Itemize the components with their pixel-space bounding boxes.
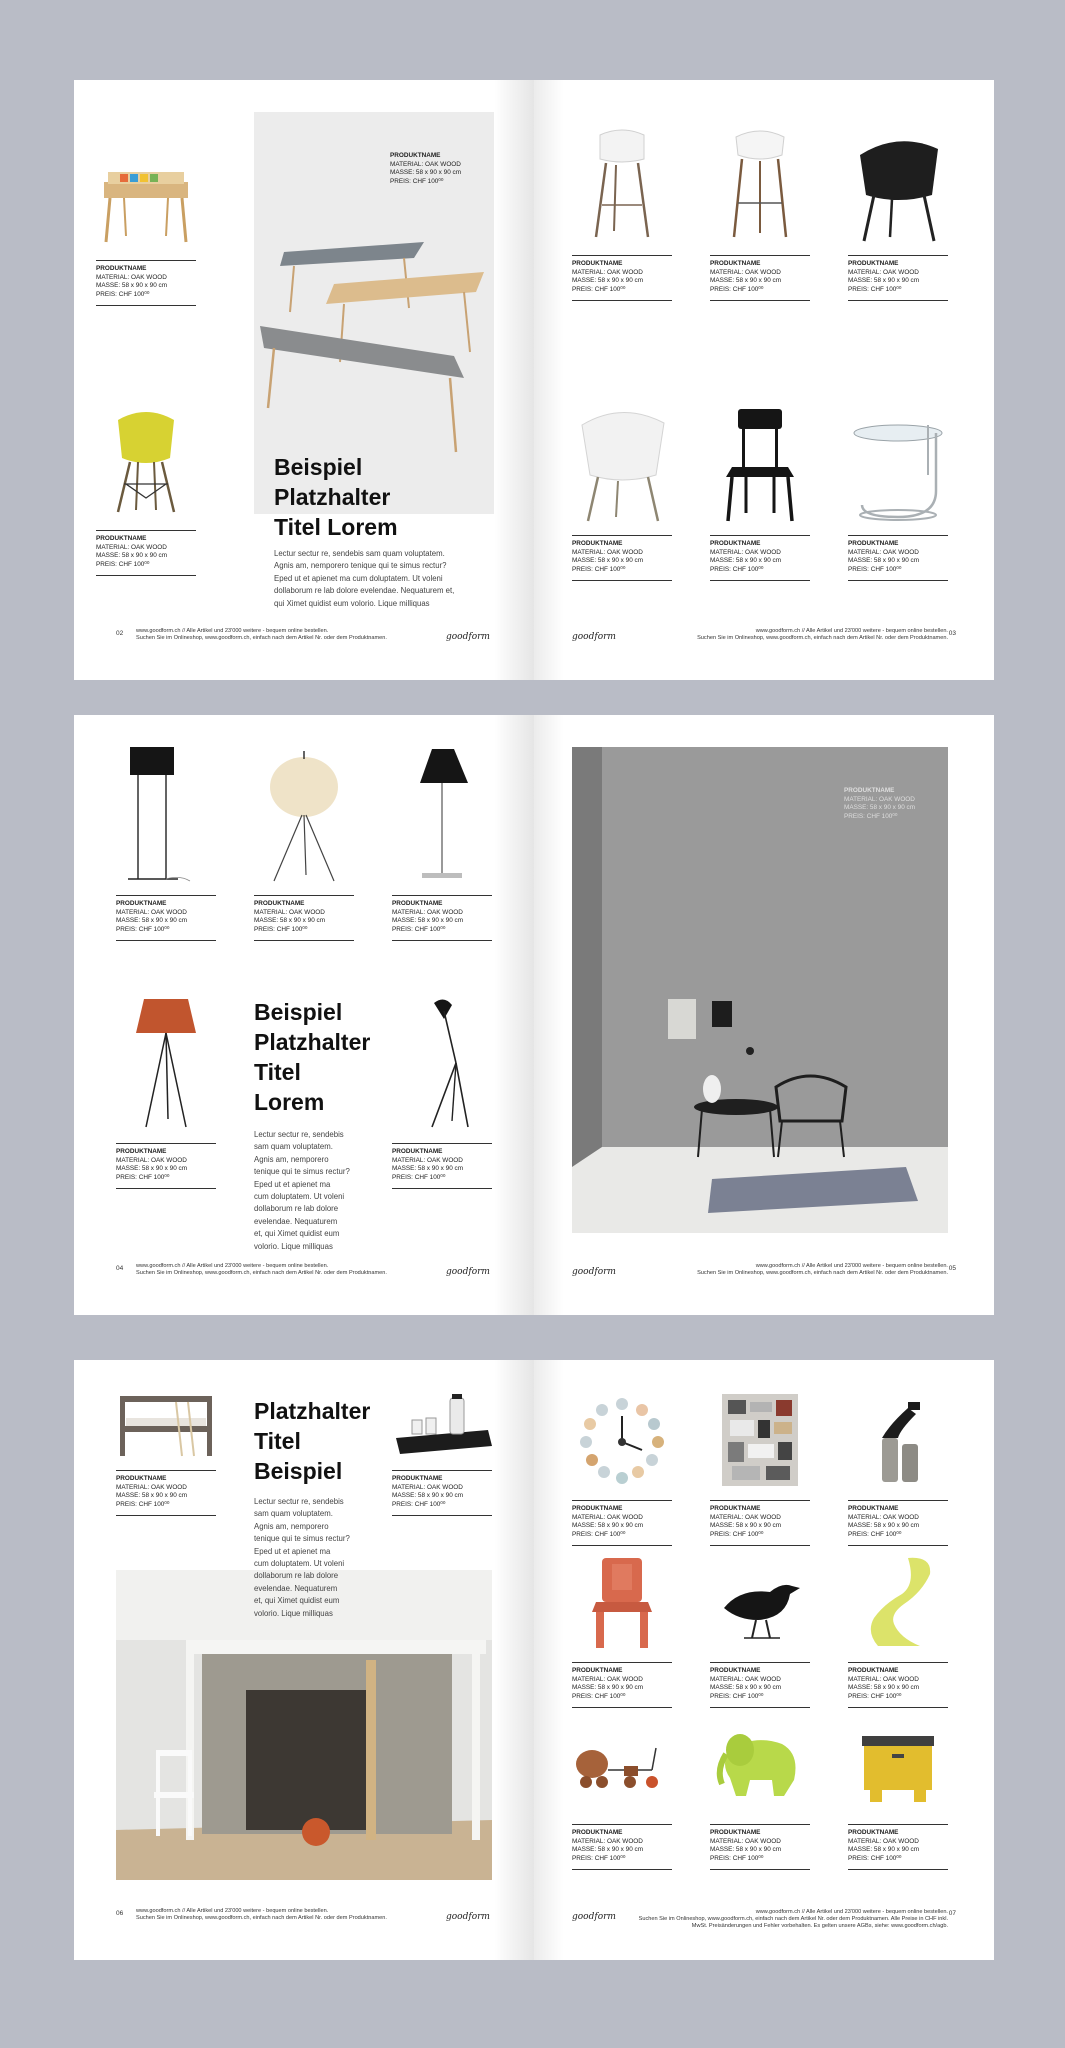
title-line: Platzhalter — [254, 1029, 371, 1055]
brand-logo: goodform — [572, 1912, 616, 1922]
product-info — [392, 1470, 492, 1516]
product-info — [116, 1143, 216, 1189]
product-price: PREIS: CHF 100⁰⁰ — [710, 565, 764, 573]
intro-line: et, qui Ximet quidist eum — [254, 1229, 340, 1239]
title-line: Beispiel — [254, 999, 343, 1025]
product-name: PRODUKTNAME — [96, 265, 147, 272]
product-price: PREIS: CHF 100⁰⁰ — [390, 177, 444, 185]
product-info — [710, 1824, 810, 1870]
product-image-bar-stool-2 — [710, 125, 810, 245]
product-image-desk — [96, 130, 196, 250]
brand-logo: goodform — [446, 1267, 490, 1277]
page-07 — [534, 1360, 994, 1960]
brand-logo: goodform — [446, 1912, 490, 1922]
product-price: PREIS: CHF 100⁰⁰ — [572, 1692, 626, 1700]
product-info — [710, 255, 810, 301]
product-name: PRODUKTNAME — [848, 540, 899, 547]
product-info — [116, 895, 216, 941]
product-image-chair-black — [710, 405, 810, 525]
page-footer — [136, 628, 387, 642]
product-material: MATERIAL: OAK WOOD — [116, 1156, 187, 1164]
product-info — [572, 1662, 672, 1708]
intro-line: dollaborum re lab dolore — [254, 1204, 339, 1214]
intro-line: Eped ut et apienet ma — [254, 1546, 331, 1556]
product-dimensions: MASSE: 58 x 90 x 90 cm — [848, 1846, 920, 1854]
product-name: PRODUKTNAME — [844, 787, 895, 794]
product-material: MATERIAL: OAK WOOD — [390, 160, 461, 168]
product-info — [254, 895, 354, 941]
product-image-side-table — [848, 405, 948, 525]
product-image-floor-lamp-cone — [392, 745, 492, 885]
product-name: PRODUKTNAME — [96, 535, 147, 542]
product-dimensions: MASSE: 58 x 90 x 90 cm — [392, 917, 464, 925]
product-name: PRODUKTNAME — [116, 1148, 167, 1155]
product-card-eames-elephant[interactable] — [710, 1714, 810, 1870]
footer-line: Suchen Sie im Onlineshop, www.goodform.ch, einfach nach dem Artikel Nr. oder dem Produktnamen. — [136, 1915, 387, 1921]
page-footer — [697, 628, 948, 642]
product-dimensions: MASSE: 58 x 90 x 90 cm — [710, 1846, 782, 1854]
product-material: MATERIAL: OAK WOOD — [116, 1483, 187, 1491]
product-price: PREIS: CHF 100⁰⁰ — [710, 285, 764, 293]
product-image-eames-chair — [96, 400, 196, 520]
product-material: MATERIAL: OAK WOOD — [572, 268, 643, 276]
photo-product-caption — [844, 787, 915, 821]
page-number: 03 — [948, 630, 956, 637]
product-material: MATERIAL: OAK WOOD — [392, 1483, 463, 1491]
product-info — [572, 1824, 672, 1870]
product-card-ball-clock[interactable] — [572, 1390, 672, 1546]
intro-text — [254, 1129, 350, 1253]
product-info — [392, 1143, 492, 1189]
product-info — [848, 1500, 948, 1546]
product-name: PRODUKTNAME — [392, 1475, 443, 1482]
product-info — [572, 255, 672, 301]
product-card-paper-lantern[interactable] — [254, 745, 354, 941]
product-card-panton-chair[interactable] — [848, 1552, 948, 1708]
product-name: PRODUKTNAME — [848, 1829, 899, 1836]
product-image-wall-organizer — [710, 1390, 810, 1490]
product-info — [710, 1500, 810, 1546]
product-card-bar-stool-2[interactable] — [710, 125, 810, 301]
product-image-bar-stool — [572, 125, 672, 245]
product-price: PREIS: CHF 100⁰⁰ — [116, 925, 170, 933]
product-price: PREIS: CHF 100⁰⁰ — [572, 285, 626, 293]
page-title — [254, 1396, 370, 1486]
product-image-gras-lamp — [392, 993, 492, 1133]
product-dimensions: MASSE: 58 x 90 x 90 cm — [572, 557, 644, 565]
product-dimensions: MASSE: 58 x 90 x 90 cm — [392, 1165, 464, 1173]
product-image-floor-lamp-black — [116, 745, 216, 885]
product-name: PRODUKTNAME — [572, 1667, 623, 1674]
product-name: PRODUKTNAME — [710, 1505, 761, 1512]
product-price: PREIS: CHF 100⁰⁰ — [116, 1173, 170, 1181]
product-price: PREIS: CHF 100⁰⁰ — [844, 812, 898, 820]
product-info — [96, 530, 196, 576]
photo-product-caption — [390, 152, 461, 186]
page-footer — [639, 1909, 948, 1930]
intro-line: Lectur sectur re, sendebis — [254, 1130, 344, 1139]
product-image-toy-car — [572, 1714, 672, 1814]
product-card-armchair-black[interactable] — [848, 125, 948, 301]
product-dimensions: MASSE: 58 x 90 x 90 cm — [710, 557, 782, 565]
product-card-gras-lamp[interactable] — [392, 993, 492, 1189]
product-name: PRODUKTNAME — [848, 260, 899, 267]
catalog-spread-3 — [74, 1360, 994, 1960]
product-dimensions: MASSE: 58 x 90 x 90 cm — [572, 1522, 644, 1530]
product-image-floor-lamp-orange — [116, 993, 216, 1133]
page-title — [274, 452, 398, 542]
product-image-eames-elephant — [710, 1714, 810, 1814]
product-card-toy-car[interactable] — [572, 1714, 672, 1870]
page-number: 05 — [948, 1265, 956, 1272]
product-price: PREIS: CHF 100⁰⁰ — [254, 925, 308, 933]
product-name: PRODUKTNAME — [572, 1505, 623, 1512]
page-footer — [136, 1263, 387, 1277]
product-card-toy-box[interactable] — [848, 1714, 948, 1870]
product-name: PRODUKTNAME — [116, 900, 167, 907]
product-card-bar-stool[interactable] — [572, 125, 672, 301]
product-price: PREIS: CHF 100⁰⁰ — [710, 1692, 764, 1700]
product-price: PREIS: CHF 100⁰⁰ — [392, 925, 446, 933]
product-info — [710, 535, 810, 581]
page-number: 02 — [116, 630, 124, 637]
product-image-pepper-mill — [848, 1390, 948, 1490]
intro-line: et, qui Ximet quidist eum — [254, 1596, 340, 1606]
product-price: PREIS: CHF 100⁰⁰ — [848, 1692, 902, 1700]
product-dimensions: MASSE: 58 x 90 x 90 cm — [848, 557, 920, 565]
title-line: Titel — [254, 1059, 301, 1085]
product-dimensions: MASSE: 58 x 90 x 90 cm — [844, 804, 916, 812]
intro-line: Agnis am, nemporero tenique qui te simus rectur? — [274, 561, 447, 571]
product-material: MATERIAL: OAK WOOD — [848, 268, 919, 276]
product-material: MATERIAL: OAK WOOD — [572, 1675, 643, 1683]
product-info — [710, 1662, 810, 1708]
product-image-armchair-white — [572, 405, 672, 525]
product-dimensions: MASSE: 58 x 90 x 90 cm — [710, 277, 782, 285]
page-number: 04 — [116, 1265, 124, 1272]
product-name: PRODUKTNAME — [710, 260, 761, 267]
product-name: PRODUKTNAME — [572, 260, 623, 267]
footer-line: www.goodform.ch // Alle Artikel und 23'000 weitere - bequem online bestellen. — [136, 1908, 329, 1914]
product-name: PRODUKTNAME — [848, 1667, 899, 1674]
product-card-armchair-white[interactable] — [572, 405, 672, 581]
intro-line: tenique qui te simus rectur? — [254, 1534, 350, 1544]
footer-line: Suchen Sie im Onlineshop, www.goodform.ch, einfach nach dem Artikel Nr. oder dem Produktnamen. — [697, 635, 948, 641]
product-dimensions: MASSE: 58 x 90 x 90 cm — [116, 917, 188, 925]
product-material: MATERIAL: OAK WOOD — [96, 543, 167, 551]
product-material: MATERIAL: OAK WOOD — [116, 908, 187, 916]
product-info — [848, 1662, 948, 1708]
brand-logo: goodform — [572, 1267, 616, 1277]
product-info — [848, 1824, 948, 1870]
product-name: PRODUKTNAME — [572, 1829, 623, 1836]
product-name: PRODUKTNAME — [116, 1475, 167, 1482]
product-dimensions: MASSE: 58 x 90 x 90 cm — [96, 282, 168, 290]
footer-line: Suchen Sie im Onlineshop, www.goodform.ch, einfach nach dem Artikel Nr. oder dem Produktnamen. — [136, 635, 387, 641]
product-card-kids-chair[interactable] — [572, 1552, 672, 1708]
product-card-house-bird[interactable] — [710, 1552, 810, 1708]
product-info — [392, 895, 492, 941]
product-price: PREIS: CHF 100⁰⁰ — [848, 1530, 902, 1538]
product-name: PRODUKTNAME — [392, 900, 443, 907]
intro-line: Eped ut et apienet ma — [254, 1179, 331, 1189]
product-material: MATERIAL: OAK WOOD — [392, 908, 463, 916]
title-line: Beispiel — [254, 1458, 343, 1484]
product-dimensions: MASSE: 58 x 90 x 90 cm — [96, 552, 168, 560]
product-dimensions: MASSE: 58 x 90 x 90 cm — [848, 277, 920, 285]
product-card-floor-lamp-black[interactable] — [116, 745, 216, 941]
title-line: Lorem — [254, 1089, 325, 1115]
product-price: PREIS: CHF 100⁰⁰ — [572, 1854, 626, 1862]
product-info — [572, 535, 672, 581]
product-dimensions: MASSE: 58 x 90 x 90 cm — [848, 1684, 920, 1692]
product-image-toy-box — [848, 1714, 948, 1814]
intro-line: volorio. Lique milliquas — [254, 1241, 333, 1251]
product-dimensions: MASSE: 58 x 90 x 90 cm — [572, 1684, 644, 1692]
product-name: PRODUKTNAME — [572, 540, 623, 547]
page-05 — [534, 715, 994, 1315]
intro-line: Lectur sectur re, sendebis — [254, 1497, 344, 1506]
product-material: MATERIAL: OAK WOOD — [572, 548, 643, 556]
product-card-eames-chair[interactable] — [96, 400, 196, 576]
footer-line: www.goodform.ch // Alle Artikel und 23'000 weitere - bequem online bestellen. — [755, 1909, 948, 1915]
product-info — [572, 1500, 672, 1546]
page-number: 06 — [116, 1910, 124, 1917]
product-image-kids-chair — [572, 1552, 672, 1652]
product-name: PRODUKTNAME — [710, 540, 761, 547]
product-price: PREIS: CHF 100⁰⁰ — [392, 1500, 446, 1508]
product-price: PREIS: CHF 100⁰⁰ — [392, 1173, 446, 1181]
product-dimensions: MASSE: 58 x 90 x 90 cm — [116, 1492, 188, 1500]
product-dimensions: MASSE: 58 x 90 x 90 cm — [392, 1492, 464, 1500]
title-line: Platzhalter — [254, 1398, 371, 1424]
page-number: 07 — [948, 1910, 956, 1917]
product-image-house-bird — [710, 1552, 810, 1652]
product-info — [848, 535, 948, 581]
intro-line: tenique qui te simus rectur? — [254, 1167, 350, 1177]
intro-line: Agnis am, nemporero — [254, 1154, 329, 1164]
product-dimensions: MASSE: 58 x 90 x 90 cm — [254, 917, 326, 925]
title-line: Titel — [254, 1428, 301, 1454]
product-price: PREIS: CHF 100⁰⁰ — [848, 565, 902, 573]
intro-line: dollaborum re lab dolore evelendae. Nequaturem et, — [274, 586, 455, 596]
intro-line: Lectur sectur re, sendebis sam quam voluptatem. — [274, 549, 445, 558]
product-image-ball-clock — [572, 1390, 672, 1490]
intro-line: volorio. Lique milliquas — [254, 1608, 333, 1618]
intro-text — [254, 1496, 350, 1620]
title-line: Titel Lorem — [274, 514, 398, 540]
product-card-wall-organizer[interactable] — [710, 1390, 810, 1546]
product-name: PRODUKTNAME — [390, 152, 441, 159]
product-price: PREIS: CHF 100⁰⁰ — [572, 565, 626, 573]
product-image-paper-lantern — [254, 745, 354, 885]
product-dimensions: MASSE: 58 x 90 x 90 cm — [390, 169, 462, 177]
footer-line: Suchen Sie im Onlineshop, www.goodform.ch, einfach nach dem Artikel Nr. oder dem Produktnamen. Alle Preise in CHF inkl. — [638, 1916, 948, 1922]
product-card-tray-carafe[interactable] — [392, 1390, 492, 1516]
product-image-panton-chair — [848, 1552, 948, 1652]
product-card-floor-lamp-orange[interactable] — [116, 993, 216, 1189]
product-info — [96, 260, 196, 306]
product-card-bunk-bed[interactable] — [116, 1390, 216, 1516]
product-material: MATERIAL: OAK WOOD — [710, 1837, 781, 1845]
title-line: Platzhalter — [274, 484, 391, 510]
product-material: MATERIAL: OAK WOOD — [848, 1675, 919, 1683]
product-material: MATERIAL: OAK WOOD — [848, 548, 919, 556]
product-name: PRODUKTNAME — [710, 1667, 761, 1674]
product-material: MATERIAL: OAK WOOD — [848, 1513, 919, 1521]
footer-line: Suchen Sie im Onlineshop, www.goodform.ch, einfach nach dem Artikel Nr. oder dem Produktnamen. — [136, 1270, 387, 1276]
product-price: PREIS: CHF 100⁰⁰ — [572, 1530, 626, 1538]
intro-line: Agnis am, nemporero — [254, 1521, 329, 1531]
title-line: Beispiel — [274, 454, 363, 480]
product-price: PREIS: CHF 100⁰⁰ — [710, 1530, 764, 1538]
intro-line: Eped ut et apienet ma cum doluptatem. Ut voleni — [274, 573, 443, 583]
product-material: MATERIAL: OAK WOOD — [572, 1513, 643, 1521]
product-material: MATERIAL: OAK WOOD — [572, 1837, 643, 1845]
product-image-tray-carafe — [392, 1390, 492, 1460]
intro-line: evelendae. Nequaturem — [254, 1216, 338, 1226]
product-card-floor-lamp-cone[interactable] — [392, 745, 492, 941]
footer-line: www.goodform.ch // Alle Artikel und 23'000 weitere - bequem online bestellen. — [136, 628, 329, 634]
product-price: PREIS: CHF 100⁰⁰ — [848, 285, 902, 293]
product-material: MATERIAL: OAK WOOD — [710, 1513, 781, 1521]
footer-line: www.goodform.ch // Alle Artikel und 23'000 weitere - bequem online bestellen. — [755, 628, 948, 634]
product-dimensions: MASSE: 58 x 90 x 90 cm — [710, 1684, 782, 1692]
page-footer — [136, 1908, 387, 1922]
page-03 — [534, 80, 994, 680]
product-info — [116, 1470, 216, 1516]
page-06 — [74, 1360, 534, 1960]
product-dimensions: MASSE: 58 x 90 x 90 cm — [848, 1522, 920, 1530]
product-dimensions: MASSE: 58 x 90 x 90 cm — [572, 277, 644, 285]
product-material: MATERIAL: OAK WOOD — [710, 1675, 781, 1683]
product-dimensions: MASSE: 58 x 90 x 90 cm — [572, 1846, 644, 1854]
product-card-desk[interactable] — [96, 130, 196, 306]
footer-line: MwSt. Preisänderungen und Fehler vorbehalten. Es gelten unsere AGBs, siehe: www.goodform.ch/agb. — [691, 1923, 948, 1929]
product-dimensions: MASSE: 58 x 90 x 90 cm — [116, 1165, 188, 1173]
catalog-spread-2 — [74, 715, 994, 1315]
product-name: PRODUKTNAME — [710, 1829, 761, 1836]
product-price: PREIS: CHF 100⁰⁰ — [96, 560, 150, 568]
page-04 — [74, 715, 534, 1315]
intro-line: cum doluptatem. Ut voleni — [254, 1559, 345, 1569]
footer-line: www.goodform.ch // Alle Artikel und 23'000 weitere - bequem online bestellen. — [136, 1263, 329, 1269]
product-material: MATERIAL: OAK WOOD — [392, 1156, 463, 1164]
product-info — [848, 255, 948, 301]
product-name: PRODUKTNAME — [254, 900, 305, 907]
product-material: MATERIAL: OAK WOOD — [844, 795, 915, 803]
page-footer — [697, 1263, 948, 1277]
product-material: MATERIAL: OAK WOOD — [96, 273, 167, 281]
product-price: PREIS: CHF 100⁰⁰ — [710, 1854, 764, 1862]
intro-line: sam quam voluptatem. — [254, 1142, 333, 1152]
product-price: PREIS: CHF 100⁰⁰ — [848, 1854, 902, 1862]
product-material: MATERIAL: OAK WOOD — [254, 908, 325, 916]
product-image-bunk-bed — [116, 1390, 216, 1460]
intro-line: sam quam voluptatem. — [254, 1509, 333, 1519]
product-card-chair-black[interactable] — [710, 405, 810, 581]
product-material: MATERIAL: OAK WOOD — [848, 1837, 919, 1845]
intro-line: evelendae. Nequaturem — [254, 1583, 338, 1593]
brand-logo: goodform — [446, 632, 490, 642]
product-image-armchair-black — [848, 125, 948, 245]
product-material: MATERIAL: OAK WOOD — [710, 548, 781, 556]
catalog-spread-1 — [74, 80, 994, 680]
page-02 — [74, 80, 534, 680]
product-material: MATERIAL: OAK WOOD — [710, 268, 781, 276]
product-card-pepper-mill[interactable] — [848, 1390, 948, 1546]
intro-line: qui Ximet quidist eum volorio. Lique milliquas — [274, 598, 430, 608]
product-name: PRODUKTNAME — [392, 1148, 443, 1155]
footer-line: www.goodform.ch // Alle Artikel und 23'000 weitere - bequem online bestellen. — [755, 1263, 948, 1269]
intro-text — [274, 548, 454, 610]
footer-line: Suchen Sie im Onlineshop, www.goodform.ch, einfach nach dem Artikel Nr. oder dem Produktnamen. — [697, 1270, 948, 1276]
brand-logo: goodform — [572, 632, 616, 642]
intro-line: dollaborum re lab dolore — [254, 1571, 339, 1581]
product-price: PREIS: CHF 100⁰⁰ — [116, 1500, 170, 1508]
product-price: PREIS: CHF 100⁰⁰ — [96, 290, 150, 298]
intro-line: cum doluptatem. Ut voleni — [254, 1192, 345, 1202]
product-card-side-table[interactable] — [848, 405, 948, 581]
product-name: PRODUKTNAME — [848, 1505, 899, 1512]
product-dimensions: MASSE: 58 x 90 x 90 cm — [710, 1522, 782, 1530]
page-title — [254, 997, 370, 1117]
